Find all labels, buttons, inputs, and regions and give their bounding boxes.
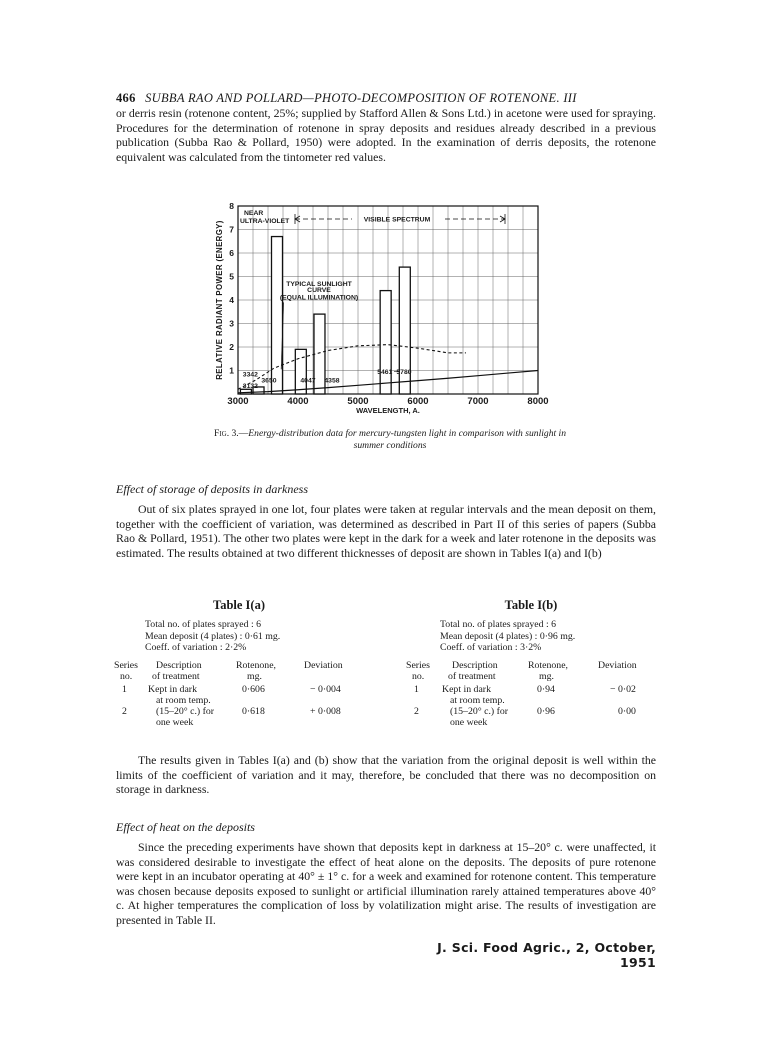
running-header <box>116 91 656 106</box>
table-header-row <box>114 660 364 684</box>
x-axis-label: WAVELENGTH, A. <box>356 406 420 415</box>
y-tick-label: 8 <box>229 201 234 211</box>
x-tick-label: 7000 <box>467 396 489 407</box>
intro-paragraph: or derris resin (rotenone content, 25%; supplied by Stafford Allen & Sons Ltd.) in acetone were used for spraying. Procedures for the determination of rotenone in spray deposits and residues already described in a previous publication (Subba Rao & Pollard, 1950) were adopted. In the examination of derris deposits, the rotenone equivalent was calculated from the tintometer red values. <box>116 106 656 164</box>
y-tick-label: 3 <box>229 318 234 329</box>
row-deviation: + 0·008 <box>310 705 341 717</box>
header-treatment: of treatment <box>152 670 200 682</box>
mercury-line-bar <box>295 349 306 394</box>
row-description-line1: Kept in dark <box>442 683 491 695</box>
table-1b <box>406 598 656 728</box>
mercury-line-bar <box>314 314 325 394</box>
row-description-line2: at room temp. <box>156 694 211 706</box>
near-uv-label: NEAR <box>244 210 264 217</box>
row-series-no: 2 <box>122 705 127 717</box>
row-description-line2: at room temp. <box>450 694 505 706</box>
energy-distribution-figure <box>210 196 570 418</box>
stat-mean-deposit: Mean deposit (4 plates) : 0·61 mg. <box>145 630 281 642</box>
table-stats <box>440 619 656 654</box>
header-rotenone: Rotenone, <box>236 659 276 671</box>
heat-paragraph: Since the preceding experiments have shown that deposits kept in darkness at 15–20° c. were unaffected, it was considered desirable to investigate the effect of heat alone on the deposits. The deposits of pure rotenone were kept in an incubator operating at 40° ± 1° c. for a week and examined for rotenone content. This temperature was chosen because deposits exposed to sunlight or artificial illumination rarely attained temperatures above 40° c. At higher temperatures the complication of loss by volatilization might arise. The results of investigation are presented in Table II. <box>116 840 656 927</box>
stat-coeff-variation: Coeff. of variation : 2·2% <box>145 642 247 653</box>
y-tick-label: 5 <box>229 271 234 282</box>
running-title: SUBBA RAO AND POLLARD—PHOTO-DECOMPOSITION OF ROTENONE. III <box>145 91 577 105</box>
row-description-line1: (15–20° c.) for <box>156 705 215 717</box>
row-description-line2: one week <box>156 716 194 728</box>
header-no: no. <box>120 670 133 682</box>
header-series: Series <box>406 659 430 671</box>
header-description: Description <box>452 659 498 671</box>
header-treatment: of treatment <box>448 670 496 682</box>
stat-mean-deposit: Mean deposit (4 plates) : 0·96 mg. <box>440 630 576 642</box>
row-rotenone: 0·96 <box>537 705 555 717</box>
row-series-no: 1 <box>122 683 127 695</box>
stat-total-plates: Total no. of plates sprayed : 6 <box>440 619 557 630</box>
stat-total-plates: Total no. of plates sprayed : 6 <box>145 619 262 630</box>
row-rotenone: 0·618 <box>242 705 265 717</box>
mercury-wavelength-label: 3342 <box>242 371 258 379</box>
sunlight-curve-label: TYPICAL SUNLIGHT <box>286 280 352 288</box>
y-tick-label: 7 <box>229 224 234 235</box>
storage-paragraph: Out of six plates sprayed in one lot, four plates were taken at regular intervals and the mean deposit on them, together with the coefficient of variation, was determined as described in Part II of this series of papers (Subba Rao & Pollard, 1951). The other two plates were kept in the dark for a week and later rotenone in the deposits was estimated. The results obtained at two different thicknesses of deposit are shown in Tables I(a) and I(b) <box>116 502 656 560</box>
mercury-wavelength-label: 4047 <box>300 377 316 385</box>
table-header-row <box>406 660 656 684</box>
header-series: Series <box>114 659 138 671</box>
sunlight-curve-label: (EQUAL ILLUMINATION) <box>279 294 359 302</box>
mercury-line-bar <box>272 237 283 394</box>
mercury-wavelength-label: 5780 <box>396 369 412 377</box>
table-stats <box>145 619 364 654</box>
table-row <box>114 684 364 706</box>
table-row <box>406 684 656 706</box>
sunlight-curve-label: CURVE <box>307 287 331 295</box>
row-description-line1: Kept in dark <box>148 683 197 695</box>
row-rotenone: 0·606 <box>242 683 265 695</box>
energy-chart <box>210 196 570 418</box>
near-uv-label: ULTRA-VIOLET <box>240 218 290 225</box>
y-tick-label: 1 <box>229 365 234 376</box>
x-tick-label: 8000 <box>527 396 549 407</box>
table-title: Table I(b) <box>504 598 558 612</box>
mercury-wavelength-label: 5461 <box>377 369 393 377</box>
header-description: Description <box>156 659 202 671</box>
row-description-line2: one week <box>450 716 488 728</box>
stat-coeff-variation: Coeff. of variation : 3·2% <box>440 642 542 653</box>
section-heading-heat: Effect of heat on the deposits <box>116 820 255 834</box>
y-tick-label: 6 <box>229 248 234 258</box>
table-row <box>114 706 364 728</box>
mercury-wavelength-label: 3650 <box>261 377 277 385</box>
header-deviation: Deviation <box>304 659 343 671</box>
header-rotenone-unit: mg. <box>539 670 554 682</box>
y-tick-label: 4 <box>229 295 234 305</box>
page-number: 466 <box>116 91 136 105</box>
table-title: Table I(a) <box>213 598 265 612</box>
header-deviation: Deviation <box>598 659 637 671</box>
header-rotenone: Rotenone, <box>528 659 568 671</box>
row-series-no: 1 <box>414 683 419 695</box>
table-row <box>406 706 656 728</box>
results-paragraph: The results given in Tables I(a) and (b) show that the variation from the original deposit is well within the limits of the coefficient of variation and it may, therefore, be concluded that there was no decomposition on storage in darkness. <box>116 753 656 797</box>
header-rotenone-unit: mg. <box>247 670 262 682</box>
figure-caption-text: Energy-distribution data for mercury-tungsten light in comparison with sunlight in summer conditions <box>248 428 567 451</box>
row-description-line1: (15–20° c.) for <box>450 705 509 717</box>
visible-spectrum-label: VISIBLE SPECTRUM <box>363 216 431 224</box>
header-no: no. <box>412 670 425 682</box>
y-axis-label: RELATIVE RADIANT POWER (ENERGY) <box>215 220 224 380</box>
journal-citation-footer: J. Sci. Food Agric., 2, October, 1951 <box>437 940 656 970</box>
row-deviation: 0·00 <box>618 705 636 717</box>
mercury-wavelength-label: 4358 <box>324 377 340 385</box>
mercury-line-bar <box>380 291 391 394</box>
row-deviation: − 0·004 <box>310 683 341 695</box>
y-tick-label: 2 <box>229 342 234 352</box>
table-1a <box>114 598 364 728</box>
section-heading-storage: Effect of storage of deposits in darkness <box>116 482 308 496</box>
mercury-wavelength-label: 3132 <box>242 383 258 391</box>
row-rotenone: 0·94 <box>537 683 555 695</box>
row-deviation: − 0·02 <box>610 683 636 695</box>
x-tick-label: 6000 <box>407 396 429 407</box>
x-tick-label: 3000 <box>227 396 249 407</box>
x-tick-label: 4000 <box>287 396 309 407</box>
row-series-no: 2 <box>414 705 419 717</box>
figure-label: Fig. 3.— <box>213 428 249 439</box>
figure-caption <box>200 428 580 452</box>
x-tick-label: 5000 <box>347 396 369 407</box>
